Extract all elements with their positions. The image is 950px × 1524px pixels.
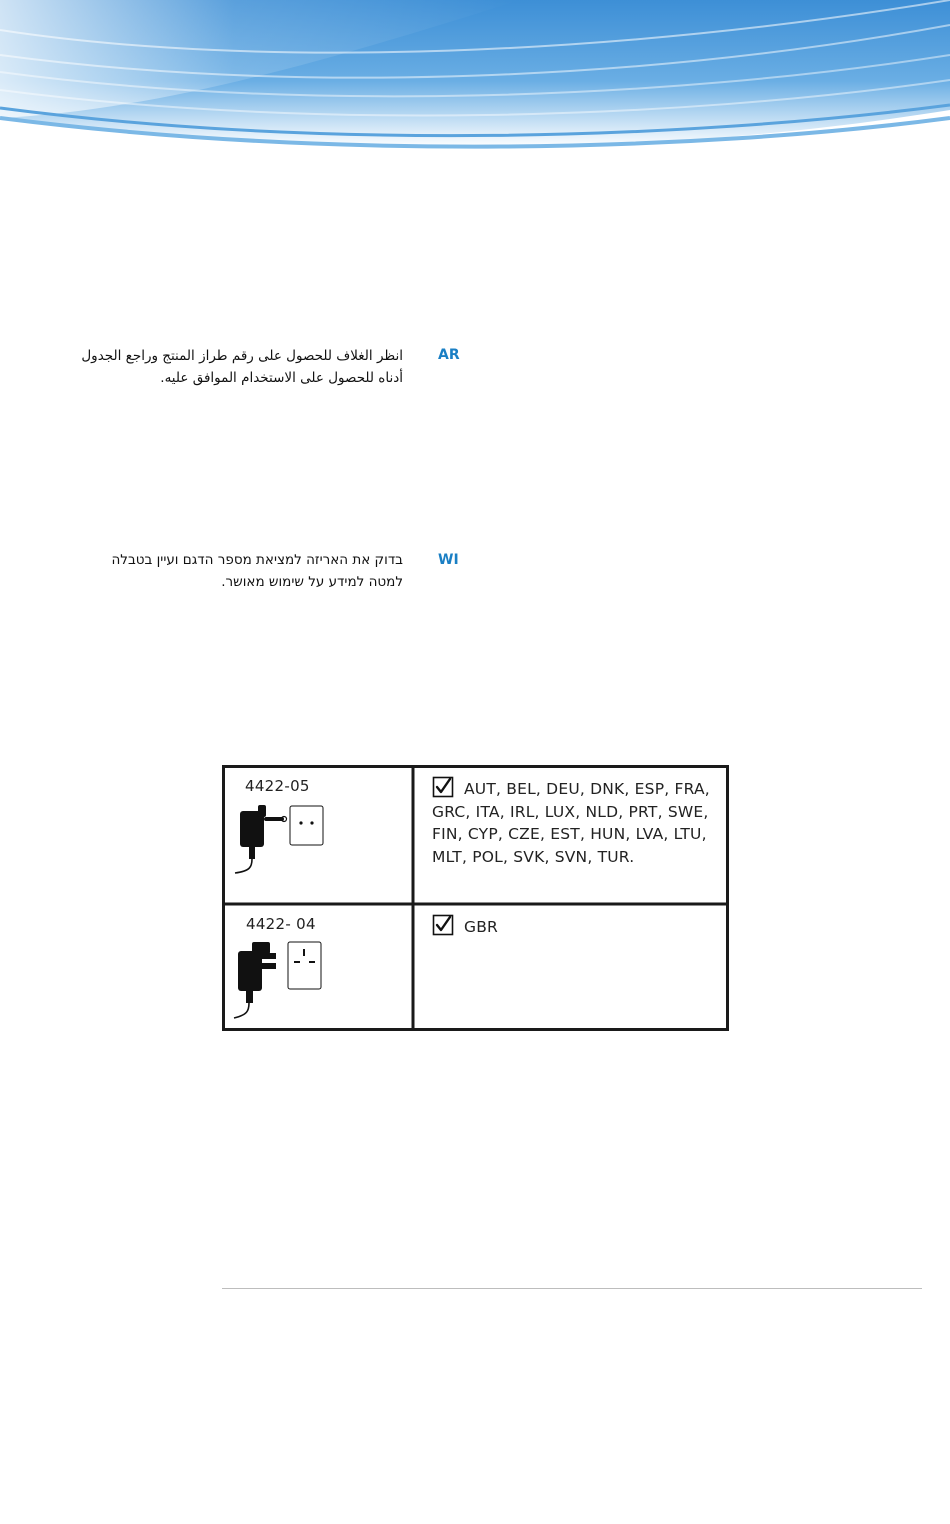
- uk-socket-icon: [287, 941, 323, 991]
- checked-box-icon: [432, 914, 454, 936]
- language-note-wi: [73, 549, 403, 593]
- header-wave-banner: [0, 0, 950, 165]
- euro-socket-icon: [289, 805, 325, 847]
- approved-countries: GBR: [464, 918, 499, 936]
- language-code-wi: WI: [438, 552, 459, 568]
- language-note-ar-line2: أدناه للحصول على الاستخدام الموافق عليه.: [160, 370, 403, 386]
- language-note-wi-line1: בדוק את האריזה למציאת מספר הדגם ועיין בטבלה: [111, 552, 403, 568]
- footer-divider: [222, 1288, 922, 1289]
- model-number: 4422- 04: [246, 915, 316, 933]
- language-note-wi-line2: למטה למידע על שימוש מאושר.: [221, 574, 403, 590]
- model-country-table: [222, 765, 729, 1031]
- approved-countries: AUT, BEL, DEU, DNK, ESP, FRA, GRC, ITA, IRL, LUX, NLD, PRT, SWE, FIN, CYP, CZE, EST, HUN, LVA, LTU, MLT, POL, SVK, SVN, TUR.: [432, 780, 710, 866]
- language-code-ar: AR: [438, 347, 460, 363]
- model-number: 4422-05: [245, 777, 310, 795]
- euro-plug-adapter-icon: [232, 801, 288, 876]
- language-note-ar-line1: انظر الغلاف للحصول على رقم طراز المنتج وراجع الجدول: [81, 348, 403, 364]
- language-note-ar: [73, 345, 403, 389]
- uk-plug-adapter-icon: [232, 937, 288, 1022]
